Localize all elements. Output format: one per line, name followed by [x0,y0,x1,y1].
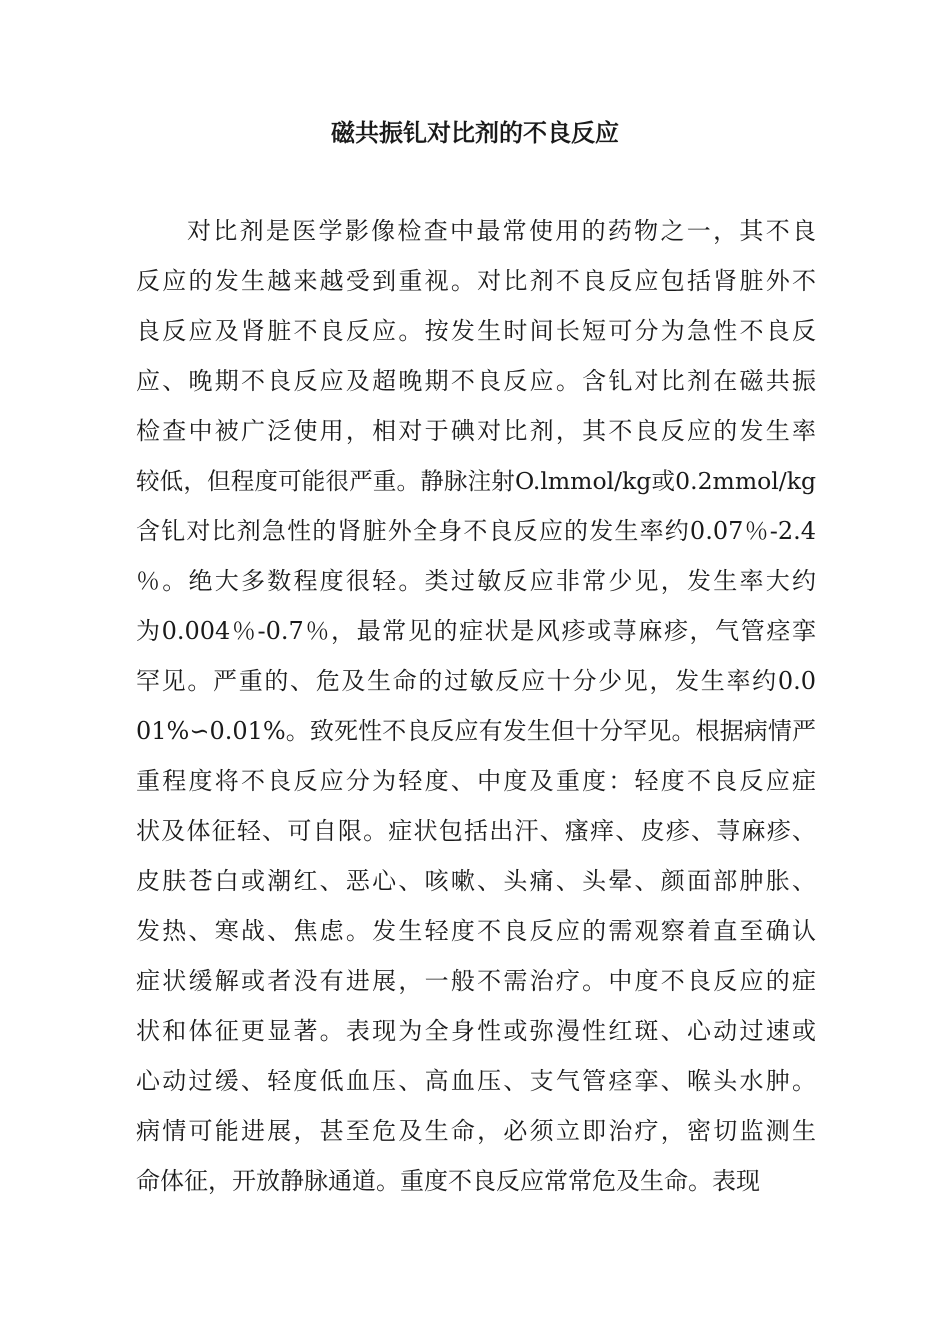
body-line-15: 发热、寒战、焦虑。发生轻度不良反应的需观察着直至确认 [136,917,816,945]
body-line-13: 状及体征轻、可自限。症状包括出汗、瘙痒、皮疹、荨麻疹、 [136,817,816,845]
body-line-9: 为0.004％-0.7％，最常见的症状是风疹或荨麻疹，气管痉挛 [136,617,816,645]
body-line-1: 对比剂是医学影像检查中最常使用的药物之一，其不良 [187,217,816,245]
body-line-11: 01%∽0.01%。致死性不良反应有发生但十分罕见。根据病情严 [136,717,816,745]
document-title: 磁共振钆对比剂的不良反应 [331,118,619,147]
body-line-3: 良反应及肾脏不良反应。按发生时间长短可分为急性不良反 [136,317,816,345]
document-body [136,206,816,1206]
body-line-12: 重程度将不良反应分为轻度、中度及重度：轻度不良反应症 [136,767,816,795]
body-line-8: ％。绝大多数程度很轻。类过敏反应非常少见，发生率大约 [136,567,816,595]
body-line-19: 病情可能进展，甚至危及生命，必须立即治疗，密切监测生 [136,1117,816,1145]
body-line-10: 罕见。严重的、危及生命的过敏反应十分少见，发生率约0.0 [136,667,816,695]
body-line-14: 皮肤苍白或潮红、恶心、咳嗽、头痛、头晕、颜面部肿胀、 [136,867,816,895]
body-line-7: 含钆对比剂急性的肾脏外全身不良反应的发生率约0.07％-2.4 [136,517,816,545]
body-line-16: 症状缓解或者没有进展，一般不需治疗。中度不良反应的症 [136,967,816,995]
body-line-18: 心动过缓、轻度低血压、高血压、支气管痉挛、喉头水肿。 [136,1067,816,1095]
body-line-6: 较低，但程度可能很严重。静脉注射O.lmmol/kg或0.2mmol/kg [136,467,816,495]
body-line-17: 状和体征更显著。表现为全身性或弥漫性红斑、心动过速或 [136,1017,816,1045]
body-line-20: 命体征，开放静脉通道。重度不良反应常常危及生命。表现 [136,1167,760,1195]
body-line-2: 反应的发生越来越受到重视。对比剂不良反应包括肾脏外不 [136,267,816,295]
body-line-5: 检查中被广泛使用，相对于碘对比剂，其不良反应的发生率 [136,417,816,445]
body-line-4: 应、晚期不良反应及超晚期不良反应。含钆对比剂在磁共振 [136,367,816,395]
